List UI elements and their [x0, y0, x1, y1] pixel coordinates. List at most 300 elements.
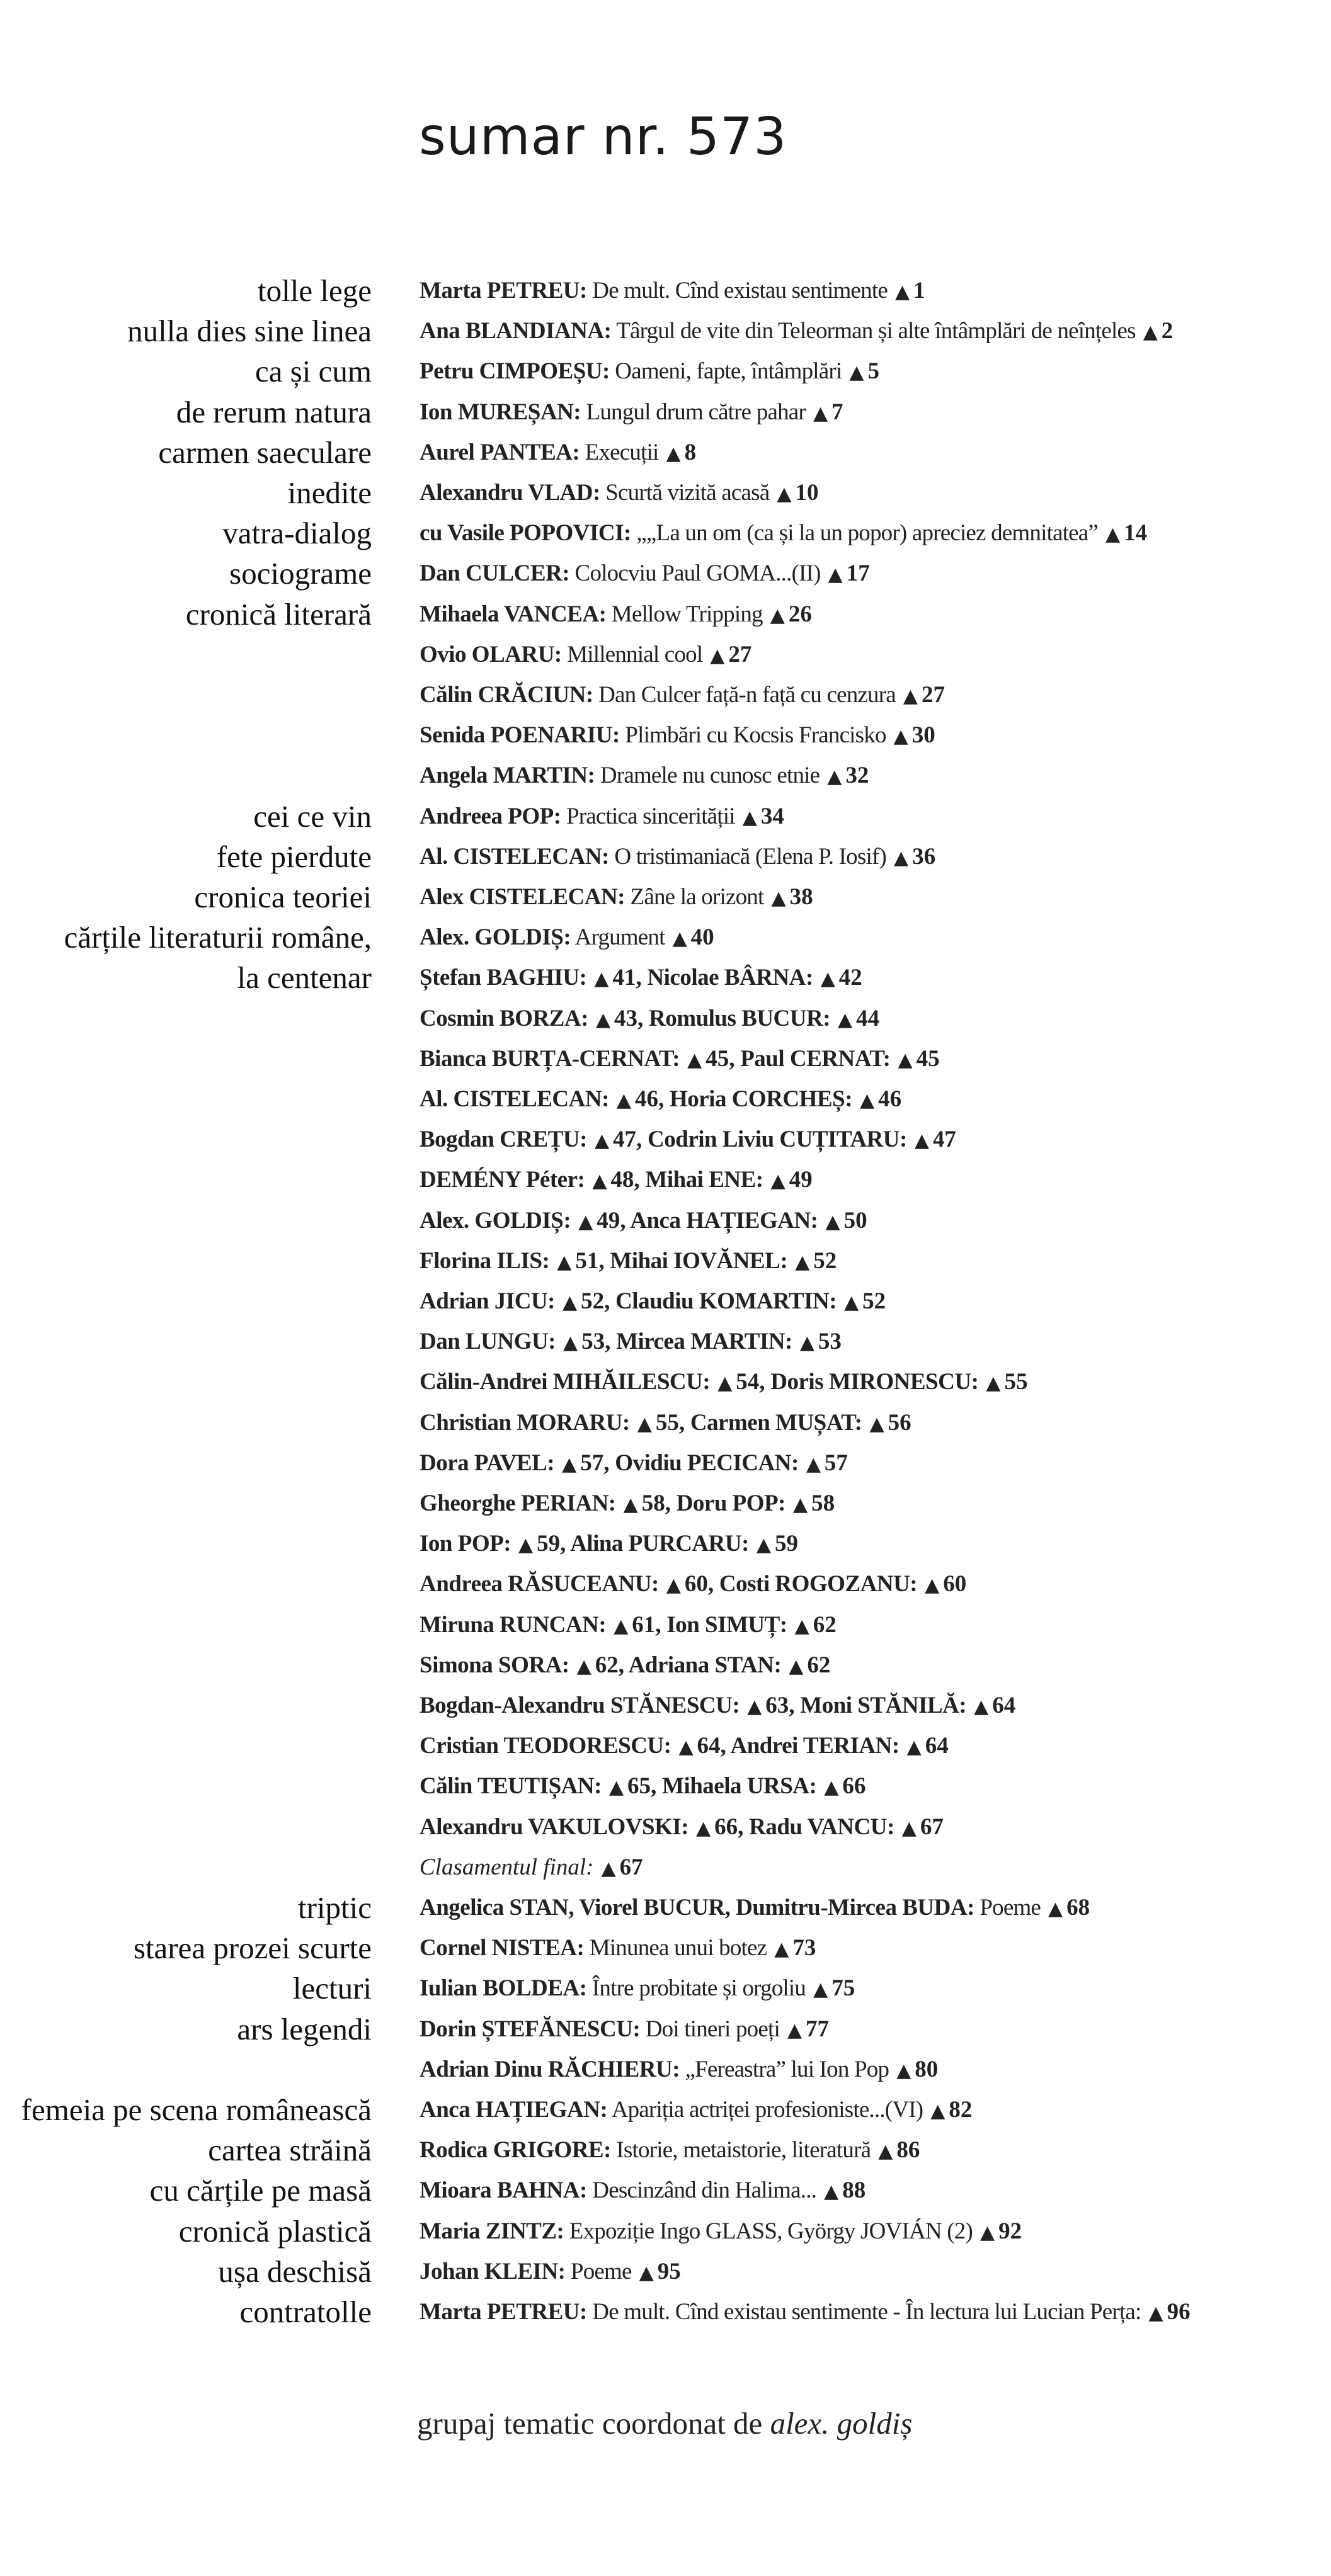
triangle-icon: ▲	[696, 1817, 711, 1839]
list-item	[0, 271, 1331, 310]
section-label: starea prozei scurte	[133, 1931, 372, 1965]
list-item	[0, 837, 1331, 877]
entry	[420, 1645, 830, 1686]
list-item	[0, 2292, 1331, 2332]
list-item	[0, 958, 1331, 997]
page-number: 75	[831, 1975, 855, 2001]
entry	[420, 877, 813, 918]
list-item	[0, 1564, 1331, 1604]
entry	[420, 837, 935, 878]
entry	[420, 1968, 855, 2009]
entry	[420, 675, 945, 716]
page-number: 67	[920, 1814, 944, 1840]
page-number: 52	[862, 1288, 886, 1314]
section-label: fete pierdute	[216, 839, 372, 874]
entry-author: Mioara BAHNA:	[420, 2177, 587, 2203]
entry-author: Al. CISTELECAN:	[420, 1086, 609, 1112]
triangle-icon: ▲	[687, 1049, 702, 1071]
entry-author: Doru POP:	[670, 1490, 785, 1516]
page-number: 51,	[575, 1248, 605, 1274]
list-item	[0, 1686, 1331, 1725]
entry	[420, 1281, 886, 1322]
page-number: 58,	[641, 1490, 671, 1516]
list-item	[0, 1928, 1331, 1968]
entry	[420, 1686, 1015, 1727]
triangle-icon: ▲	[771, 887, 786, 909]
triangle-icon: ▲	[980, 2221, 995, 2244]
triangle-icon: ▲	[777, 483, 792, 505]
entry-author: Maria ZINTZ:	[420, 2218, 564, 2244]
entry-author: Romulus BUCUR:	[643, 1006, 831, 1031]
list-item	[0, 433, 1331, 472]
page-number: 92	[998, 2218, 1022, 2244]
page-number: 46,	[634, 1086, 665, 1112]
page-number: 59,	[537, 1531, 566, 1557]
page-number: 46	[878, 1086, 902, 1112]
page-number: 8	[684, 440, 697, 465]
entry-title: Plimbări cu Kocsis Francisko	[619, 722, 886, 748]
triangle-icon: ▲	[578, 1211, 593, 1233]
page-number: 27	[921, 682, 945, 708]
list-item	[0, 2170, 1331, 2210]
entry	[420, 917, 714, 958]
entry-title: Millennial cool	[561, 642, 703, 667]
entry-author: Mihaela URSA:	[656, 1773, 817, 1799]
entry-author: Johan KLEIN:	[420, 2259, 566, 2284]
page-number: 66,	[714, 1814, 744, 1840]
section-label: femeia pe scena românească	[21, 2092, 372, 2127]
triangle-icon: ▲	[666, 1574, 681, 1596]
page-number: 32	[845, 763, 869, 788]
entry	[420, 2170, 865, 2211]
list-item	[0, 2009, 1331, 2049]
list-item	[0, 513, 1331, 553]
list-item	[0, 1241, 1331, 1281]
triangle-icon: ▲	[770, 1170, 785, 1192]
list-item	[0, 2050, 1331, 2089]
entry	[420, 351, 879, 392]
page-number: 14	[1124, 520, 1148, 546]
list-item	[0, 756, 1331, 795]
triangle-icon: ▲	[896, 2060, 911, 2082]
entry	[420, 311, 1173, 352]
list-item	[0, 473, 1331, 513]
entry-author: Cristian TEODORESCU:	[420, 1733, 671, 1759]
entry	[420, 715, 935, 756]
entry-author: Anca HAȚIEGAN:	[626, 1208, 818, 1234]
triangle-icon: ▲	[838, 1009, 853, 1031]
page-number: 62	[813, 1612, 837, 1638]
entry	[420, 1605, 837, 1646]
page-number: 27	[728, 642, 752, 667]
entry	[420, 2252, 681, 2293]
list-item	[0, 1888, 1331, 1927]
entry-author: Ovio OLARU:	[420, 642, 562, 667]
page-number: 2	[1161, 318, 1174, 344]
entry-author: Costi ROGOZANU:	[714, 1571, 918, 1597]
triangle-icon: ▲	[710, 645, 725, 667]
list-item	[0, 2211, 1331, 2251]
list-item	[0, 1484, 1331, 1523]
triangle-icon: ▲	[774, 1938, 789, 1960]
list-item	[0, 1847, 1331, 1887]
page-number: 55,	[655, 1410, 685, 1436]
footer-coordinator: alex. goldiș	[770, 2406, 913, 2441]
entry-author: Adrian JICU:	[420, 1288, 555, 1314]
page-number: 49	[789, 1167, 813, 1193]
list-item	[0, 1322, 1331, 1361]
entry-author: Angela MARTIN:	[420, 763, 595, 788]
triangle-icon: ▲	[878, 2140, 893, 2162]
footer-prefix: grupaj tematic coordonat de	[417, 2406, 770, 2441]
list-item	[0, 2090, 1331, 2130]
triangle-icon: ▲	[623, 1494, 638, 1516]
list-item	[0, 1160, 1331, 1200]
triangle-icon: ▲	[637, 1413, 652, 1435]
triangle-icon: ▲	[827, 766, 842, 788]
entry-title: Practica sincerității	[561, 803, 735, 829]
entry-author: Christian MORARU:	[420, 1410, 630, 1436]
entry	[420, 2050, 938, 2091]
entry	[420, 2130, 920, 2171]
section-label: nulla dies sine linea	[127, 314, 372, 348]
page-number: 52,	[581, 1288, 610, 1314]
triangle-icon: ▲	[1105, 523, 1121, 545]
entry-author: Dan CULCER:	[420, 560, 570, 586]
triangle-icon: ▲	[562, 1453, 577, 1475]
entry-author: Adrian Dinu RĂCHIERU:	[420, 2057, 680, 2082]
triangle-icon: ▲	[717, 1372, 733, 1394]
triangle-icon: ▲	[914, 1130, 929, 1152]
entry-title: Minunea unui botez	[584, 1935, 767, 1961]
list-item	[0, 877, 1331, 917]
entry-author: Mihai ENE:	[639, 1167, 763, 1193]
page-number: 41,	[612, 965, 642, 990]
triangle-icon: ▲	[824, 2181, 839, 2203]
entry-author: Dora PAVEL:	[420, 1450, 555, 1476]
entry	[420, 594, 812, 635]
page-number: 1	[913, 278, 925, 304]
triangle-icon: ▲	[639, 2262, 654, 2284]
triangle-icon: ▲	[820, 968, 835, 990]
page-number: 59	[775, 1531, 798, 1557]
entry-author: Nicolae BÂRNA:	[641, 965, 813, 990]
list-item	[0, 999, 1331, 1038]
entry	[420, 392, 843, 433]
page-number: 60	[943, 1571, 967, 1597]
triangle-icon: ▲	[925, 1574, 940, 1596]
entry	[420, 635, 751, 676]
page-number: 53	[818, 1329, 842, 1354]
triangle-icon: ▲	[1143, 321, 1158, 343]
list-item	[0, 1120, 1331, 1159]
triangle-icon: ▲	[824, 1776, 839, 1798]
entry-author: Călin CRĂCIUN:	[420, 682, 593, 708]
entry	[420, 1564, 966, 1605]
entry	[420, 1241, 837, 1282]
entry-title: Mellow Tripping	[606, 601, 763, 627]
page-number: 54,	[736, 1369, 765, 1395]
entry	[420, 1160, 813, 1201]
entry-title: Descinzând din Halima...	[586, 2177, 817, 2203]
entry-title: Dan Culcer față-n față cu cenzura	[593, 682, 896, 708]
triangle-icon: ▲	[898, 1049, 913, 1071]
entry-title: „Fereastra” lui Ion Pop	[680, 2057, 889, 2082]
list-item	[0, 1968, 1331, 2008]
entry-title: De mult. Cînd existau sentimente - În lectura lui Lucian Perța:	[586, 2299, 1141, 2325]
entry-author: Alex CISTELECAN:	[420, 884, 626, 910]
entry-title: „„La un om (ca și la un popor) apreciez demnitatea”	[631, 520, 1099, 546]
list-item	[0, 2130, 1331, 2170]
list-item	[0, 1524, 1331, 1563]
entry-author: Doris MIRONESCU:	[765, 1369, 979, 1395]
triangle-icon: ▲	[813, 402, 828, 424]
page-number: 47,	[613, 1126, 643, 1152]
entry-author: Mihai IOVĂNEL:	[604, 1248, 788, 1274]
list-item	[0, 1807, 1331, 1847]
entry-author: Alexandru VLAD:	[420, 480, 600, 506]
entry-author: Mircea MARTIN:	[610, 1329, 792, 1354]
entry-title: O tristimaniacă (Elena P. Iosif)	[608, 844, 886, 870]
page-number: 96	[1167, 2299, 1191, 2325]
page-number: 61,	[632, 1612, 661, 1638]
page-number: 42	[838, 965, 862, 990]
entry	[420, 513, 1147, 554]
entry-author: Ovidiu PECICAN:	[609, 1450, 799, 1476]
entry-author: Al. CISTELECAN:	[420, 844, 609, 870]
entry	[420, 1807, 944, 1848]
footer-credit	[417, 2405, 912, 2441]
list-item	[0, 594, 1331, 634]
entry	[420, 1847, 643, 1888]
entry-author: Adriana STAN:	[624, 1652, 782, 1678]
triangle-icon: ▲	[594, 968, 609, 990]
triangle-icon: ▲	[844, 1291, 859, 1314]
entry	[420, 2090, 972, 2131]
entry-author: Aurel PANTEA:	[420, 440, 580, 465]
triangle-icon: ▲	[747, 1696, 762, 1718]
page-number: 7	[831, 399, 843, 425]
page-number: 5	[867, 358, 879, 384]
triangle-icon: ▲	[795, 1251, 810, 1273]
page-number: 17	[846, 560, 870, 586]
entry	[420, 1362, 1027, 1403]
entry-author: Mihaela VANCEA:	[420, 601, 607, 627]
triangle-icon: ▲	[616, 1089, 631, 1111]
list-item	[0, 1039, 1331, 1079]
entry	[420, 756, 869, 797]
page-number: 65,	[627, 1773, 657, 1799]
triangle-icon: ▲	[794, 1615, 809, 1637]
entry-title: Poeme	[565, 2259, 632, 2284]
triangle-icon: ▲	[986, 1372, 1001, 1394]
entry-author: Bianca BURȚA-CERNAT:	[420, 1046, 680, 1072]
page-number: 58	[811, 1490, 835, 1516]
list-item	[0, 1201, 1331, 1240]
entry-title: Argument	[571, 924, 665, 950]
entry-title: Scurtă vizită acasă	[600, 480, 770, 506]
page-number: 77	[806, 2016, 830, 2042]
triangle-icon: ▲	[894, 281, 910, 303]
page-number: 10	[795, 480, 819, 506]
entry-author: Ștefan BAGHIU:	[420, 965, 587, 990]
entry-author: Călin-Andrei MIHĂILESCU:	[420, 1369, 711, 1395]
page-number: 52	[813, 1248, 837, 1274]
section-label: contratolle	[239, 2295, 372, 2329]
entry-author: Călin TEUTIȘAN:	[420, 1773, 602, 1799]
section-label: lecturi	[292, 1971, 372, 2006]
triangle-icon: ▲	[825, 1211, 840, 1233]
triangle-icon: ▲	[1148, 2302, 1163, 2324]
page-number: 57	[824, 1450, 848, 1476]
entry-author: Codrin Liviu CUȚITARU:	[642, 1126, 907, 1152]
triangle-icon: ▲	[576, 1655, 591, 1677]
entry-author: Cosmin BORZA:	[420, 1006, 588, 1031]
entry	[420, 1120, 956, 1160]
triangle-icon: ▲	[893, 847, 909, 869]
entry-author: Dorin ȘTEFĂNESCU:	[420, 2016, 641, 2042]
entry-title: Târgul de vite din Teleorman și alte întâmplări de neînțeles	[611, 318, 1136, 344]
entry-title: Expoziție Ingo GLASS, György JOVIÁN (2)	[564, 2218, 973, 2244]
page-number: 88	[842, 2177, 866, 2203]
entry-author: Florina ILIS:	[420, 1248, 550, 1274]
page-number: 56	[888, 1410, 911, 1436]
entry-author: Horia CORCHEȘ:	[664, 1086, 853, 1112]
entry-title: De mult. Cînd existau sentimente	[586, 278, 888, 304]
section-label: de rerum natura	[176, 395, 372, 429]
entry-author: Andreea RĂSUCEANU:	[420, 1571, 659, 1597]
entry	[420, 999, 879, 1040]
entry	[420, 2292, 1191, 2333]
entry-author: Senida POENARIU:	[420, 722, 620, 748]
entry	[420, 473, 818, 514]
entry-author: Ana BLANDIANA:	[420, 318, 612, 344]
entry-author: Marta PETREU:	[420, 2299, 587, 2325]
section-label: ușa deschisă	[218, 2254, 372, 2289]
entry	[420, 958, 862, 999]
page-number: 82	[949, 2097, 973, 2123]
entry-title: Dramele nu cunosc etnie	[595, 763, 820, 788]
list-item	[0, 675, 1331, 715]
entry	[420, 1726, 949, 1767]
entry	[420, 553, 870, 594]
page-number: 68	[1066, 1895, 1090, 1921]
triangle-icon: ▲	[974, 1696, 989, 1718]
triangle-icon: ▲	[742, 807, 757, 829]
entry	[420, 1403, 911, 1444]
page-title: sumar nr. 573	[419, 107, 787, 167]
entry-author: Marta PETREU:	[420, 278, 587, 304]
entry	[420, 2009, 829, 2050]
section-label: ars legendi	[237, 2012, 372, 2046]
section-label: carmen saeculare	[158, 435, 372, 470]
page-number: 44	[856, 1006, 880, 1031]
list-item	[0, 715, 1331, 755]
page-number: 50	[843, 1208, 867, 1234]
entry-author: Bogdan CREȚU:	[420, 1126, 587, 1152]
entry-title: Poeme	[974, 1895, 1041, 1921]
section-label: cărțile literaturii române,	[64, 920, 372, 955]
triangle-icon: ▲	[756, 1534, 771, 1556]
entry-author: Petru CIMPOEȘU:	[420, 358, 610, 384]
triangle-icon: ▲	[799, 1332, 814, 1354]
page-number: 95	[657, 2259, 681, 2284]
triangle-icon: ▲	[557, 1251, 572, 1273]
entry-author: Andrei TERIAN:	[726, 1733, 900, 1759]
triangle-icon: ▲	[678, 1736, 694, 1758]
page-number: 86	[896, 2137, 920, 2163]
entry-author: Alex. GOLDIȘ:	[420, 1208, 571, 1234]
entry-author: Simona SORA:	[420, 1652, 569, 1678]
triangle-icon: ▲	[806, 1453, 821, 1475]
triangle-icon: ▲	[770, 604, 785, 627]
entry-author: DEMÉNY Péter:	[420, 1167, 585, 1193]
triangle-icon: ▲	[614, 1615, 629, 1637]
entry	[420, 1079, 901, 1120]
triangle-icon: ▲	[901, 1817, 917, 1839]
triangle-icon: ▲	[860, 1089, 875, 1111]
entry-author: Ion POP:	[420, 1531, 511, 1557]
entry	[420, 1484, 835, 1524]
entry-author: Gheorghe PERIAN:	[420, 1490, 616, 1516]
page-number: 45	[916, 1046, 940, 1072]
page-number: 80	[915, 2057, 939, 2082]
section-label: cronică plastică	[178, 2214, 372, 2249]
triangle-icon: ▲	[666, 443, 681, 465]
entry-author: Bogdan-Alexandru STĂNESCU:	[420, 1693, 740, 1718]
triangle-icon: ▲	[608, 1776, 624, 1798]
page-number: 53,	[581, 1329, 611, 1354]
entry	[420, 1928, 816, 1969]
entry	[420, 1322, 842, 1363]
triangle-icon: ▲	[601, 1858, 616, 1880]
entry-author: Radu VANCU:	[743, 1814, 894, 1840]
entry	[420, 1524, 798, 1565]
section-label: cei ce vin	[253, 799, 372, 834]
triangle-icon: ▲	[563, 1291, 578, 1314]
page-number: 30	[911, 722, 935, 748]
list-item	[0, 797, 1331, 836]
entry-author: Ion MUREȘAN:	[420, 399, 581, 425]
entry	[420, 2211, 1022, 2252]
entry-title: Zâne la orizont	[625, 884, 764, 910]
page-number: 43,	[614, 1006, 644, 1031]
page-number: 47	[932, 1126, 956, 1152]
entry	[420, 433, 696, 474]
section-label: sociograme	[229, 556, 372, 591]
section-label: tolle lege	[258, 273, 372, 308]
entry	[420, 797, 784, 837]
section-label: cartea străină	[208, 2133, 372, 2167]
triangle-icon: ▲	[813, 1978, 828, 2000]
page-number: 34	[760, 803, 784, 829]
page-number: 66	[842, 1773, 866, 1799]
entry-title: Doi tineri poeți	[640, 2016, 780, 2042]
entry-author: Alina PURCARU:	[566, 1531, 749, 1557]
entry	[420, 1766, 865, 1807]
entry	[420, 1039, 940, 1080]
page-number: 49,	[597, 1208, 626, 1234]
section-label: la centenar	[237, 960, 372, 995]
entry-author: Angelica STAN, Viorel BUCUR, Dumitru-Mircea BUDA:	[420, 1895, 974, 1921]
entry-author: Rodica GRIGORE:	[420, 2137, 611, 2163]
entry-author: Miruna RUNCAN:	[420, 1612, 607, 1638]
entry-author: Andreea POP:	[420, 803, 561, 829]
page-number: 57,	[580, 1450, 610, 1476]
entry-author: Claudiu KOMARTIN:	[610, 1288, 837, 1314]
triangle-icon: ▲	[906, 1736, 922, 1758]
list-item	[0, 2252, 1331, 2291]
